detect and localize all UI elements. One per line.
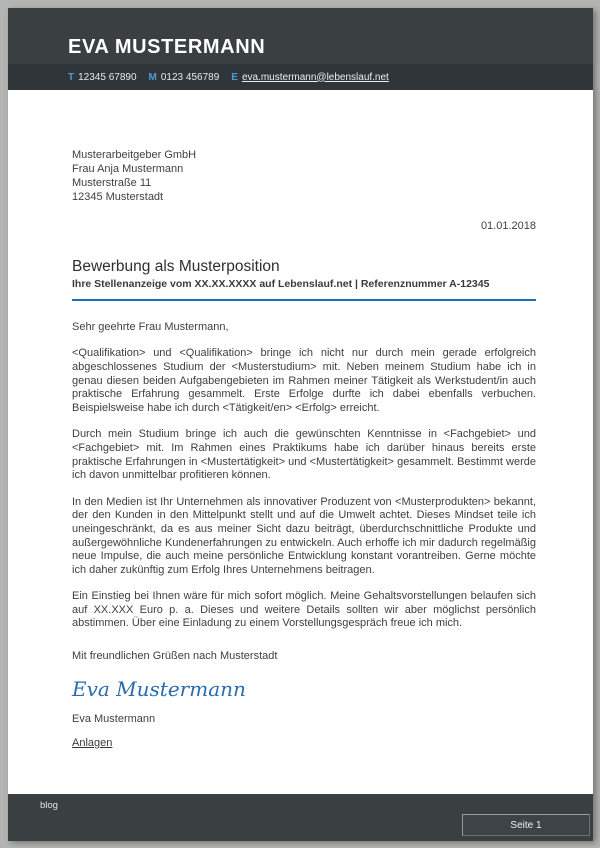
- mobile-label: M: [148, 71, 157, 83]
- signer-name: Eva Mustermann: [72, 712, 156, 725]
- letter-date: 01.01.2018: [480, 220, 536, 232]
- recipient-line: Musterstraße 11: [72, 177, 152, 189]
- recipient-line: Frau Anja Mustermann: [72, 163, 184, 175]
- email-label: E: [231, 71, 238, 83]
- body-paragraph: <Qualifikation> und <Qualifikation> bringe ich nicht nur durch mein gerade erfolgreich abgeschlossenes Studium der <Musterstudium> mit. Neben meinem Studium habe ich in genau diesen beiden Aufgabengebieten im Rahmen meiner Tätigkeit als Werkstudent/in auch praktische Erfahrung gesammelt. Erste Erfolge durfte ich dabei ebenfalls verbuchen. Beispielsweise habe ich durch <Tätigkeit/en> <Erfolg> erreicht.: [72, 347, 536, 414]
- sender-name-row: [8, 8, 593, 64]
- body-paragraph: Ein Einstieg bei Ihnen wäre für mich sofort möglich. Meine Gehaltsvorstellungen belaufen sich auf XX.XXX Euro p. a. Dieses und weitere Details sollten wir aber möglichst persönlich abstimmen. Über eine Einladung zu einem Vorstellungsgespräch freue ich mich.: [72, 590, 536, 630]
- phone-value: 12345 67890: [78, 71, 137, 83]
- letter-footer: [8, 794, 593, 841]
- recipient-address: [72, 148, 536, 204]
- blog-link[interactable]: blog: [40, 800, 58, 811]
- attachments-label: Anlagen: [72, 737, 113, 750]
- sender-name: EVA MUSTERMANN: [68, 36, 266, 58]
- phone-label: T: [68, 71, 75, 83]
- letter-page: [8, 8, 593, 841]
- page-badge: Seite 1: [462, 814, 590, 836]
- body-paragraph: Durch mein Studium bringe ich auch die gewünschten Kenntnisse in <Fachgebiet> und <Fachgebiet> mit. Im Rahmen eines Praktikums habe ich darüber hinaus bereits erste praktische Erfahrungen in <Mustertätigkeit> und <Mustertätigkeit> gesammelt. Bestimmt werde ich davon unmittelbar profitieren können.: [72, 428, 536, 482]
- handwritten-signature: Eva Mustermann: [72, 676, 246, 701]
- closing-line: Mit freundlichen Grüßen nach Musterstadt: [72, 650, 278, 663]
- body-paragraph: In den Medien ist Ihr Unternehmen als innovativer Produzent von <Musterprodukten> bekannt, der den Kunden in den Mittelpunkt stellt und auf die Umwelt achtet. Dieses Mindset teile ich uneingeschränkt, da es aus meiner Sicht dazu beiträgt, überdurchschnittliche Produkte und außergewöhnliche Kundenerfahrungen zu entwickeln. Auch erhoffe ich mir dadurch regelmäßig neue Impulse, die auch meine persönliche Entwicklung konstant vorantreiben. Gerne möchte ich daher zukünftig zum Erfolg Ihres Unternehmens beitragen.: [72, 495, 536, 576]
- salutation: Sehr geehrte Frau Mustermann,: [72, 320, 229, 333]
- letter-body: [8, 90, 593, 794]
- mobile-value: 0123 456789: [160, 71, 220, 83]
- recipient-line: Musterarbeitgeber GmbH: [72, 149, 197, 161]
- email-link[interactable]: eva.mustermann@lebenslauf.net: [241, 71, 389, 83]
- contact-strip: [8, 64, 593, 90]
- subject-block: [72, 257, 536, 301]
- subject-title: Bewerbung als Musterposition: [72, 257, 280, 275]
- letter-header: [8, 8, 593, 90]
- recipient-line: 12345 Musterstadt: [72, 191, 164, 203]
- subject-reference: Ihre Stellenanzeige vom XX.XX.XXXX auf Lebenslauf.net | Referenznummer A-12345: [72, 278, 490, 291]
